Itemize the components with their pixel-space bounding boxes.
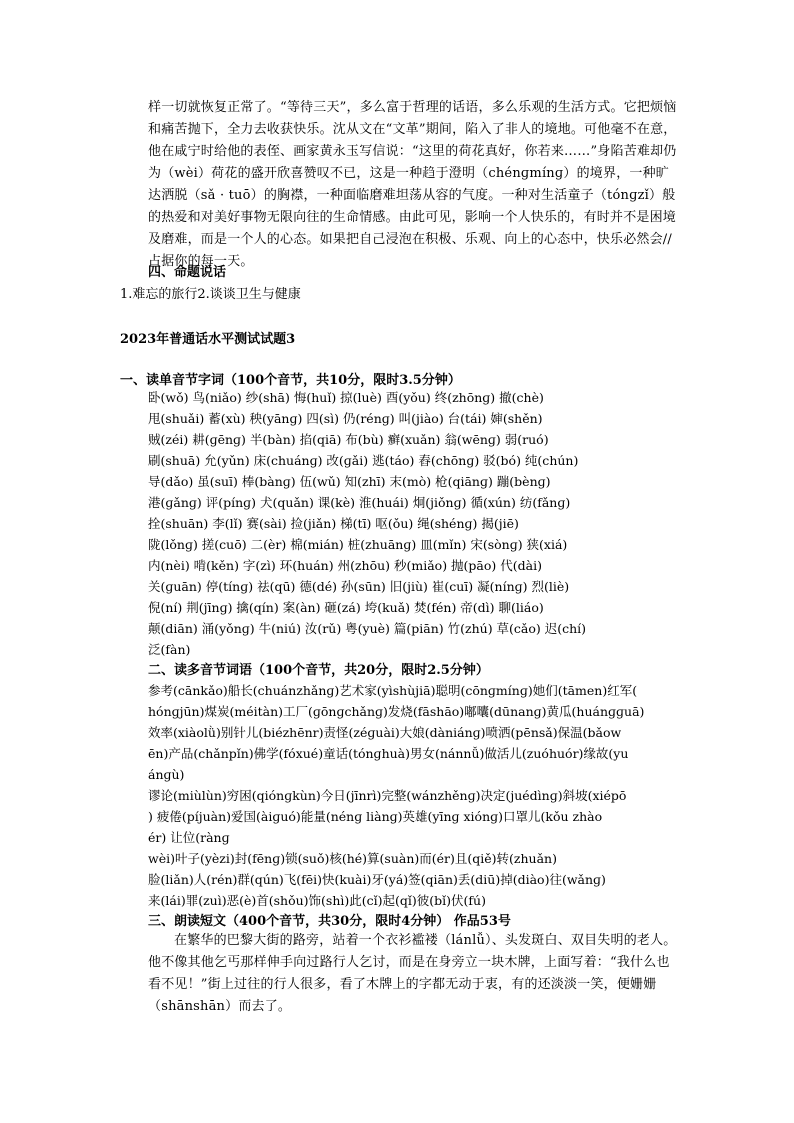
reading-passage-53: 在繁华的巴黎大街的路旁，站着一个衣衫褴褛（lánlǚ）、头发斑白、双目失明的老人。他不像其他乞丐那样伸手向过路行人乞讨，而是在身旁立一块木牌，上面写着：“我什么也看不见！”街上过往的行人很多，看了木牌上的字都无动于衷，有的还淡淡一笑，便姗姗（shānshān）而去了。 <box>148 933 677 1014</box>
word-line: 泛(fàn) <box>148 642 191 657</box>
word-line: ér) 让位(rànɡ <box>148 830 230 845</box>
word-line: 关(ɡuān) 停(tínɡ) 祛(qū) 德(dé) 孙(sūn) 旧(jiù) 崔(cuī) 凝(nínɡ) 烈(liè) <box>148 579 570 594</box>
word-line: 效率(xiàolǜ)别针儿(biézhēnr)责怪(zéɡuài)大娘(dàniánɡ)喷洒(pēnsǎ)保温(bǎow <box>148 725 622 740</box>
word-line: 谬论(miùlùn)穷困(qiónɡkùn)今日(jīnrì)完整(wánzhěnɡ)决定(juédìnɡ)斜坡(xiépō <box>148 788 627 803</box>
word-line: 导(dǎo) 虽(suī) 棒(bànɡ) 伍(wǔ) 知(zhī) 末(mò) 枪(qiānɡ) 蹦(bènɡ) <box>148 474 551 489</box>
section-3-heading: 三、朗读短文（400个音节，共30分，限时4分钟） 作品53号 <box>148 914 511 929</box>
word-line: 刷(shuā) 允(yǔn) 床(chuánɡ) 改(ɡǎi) 逃(táo) 舂(chōnɡ) 驳(bó) 纯(chún) <box>148 453 579 468</box>
word-line: 甩(shuǎi) 蓄(xù) 秧(yānɡ) 四(sì) 仍(rénɡ) 叫(jiào) 台(tái) 婶(shěn) <box>148 411 543 426</box>
word-line: 卧(wǒ) 鸟(niǎo) 纱(shā) 悔(huǐ) 掠(luè) 酉(yǒu) 终(zhōnɡ) 撤(chè) <box>148 390 544 405</box>
word-line: ánɡù) <box>148 767 185 782</box>
word-line: ) 疲倦(píjuàn)爱国(àiɡuó)能量(nénɡ liànɡ)英雄(yīnɡ xiónɡ)口罩儿(kǒu zhào <box>148 809 603 824</box>
word-line: 倪(ní) 荆(jīnɡ) 擒(qín) 案(àn) 砸(zá) 垮(kuǎ) 焚(fén) 帝(dì) 聊(liáo) <box>148 600 544 615</box>
test-title: 2023年普通话水平测试试题3 <box>120 332 296 347</box>
word-line: 港(ɡǎnɡ) 评(pínɡ) 犬(quǎn) 课(kè) 淮(huái) 炯(jiǒnɡ) 循(xún) 纺(fǎnɡ) <box>148 495 571 510</box>
speaking-topics: 1.难忘的旅行2.谈谈卫生与健康 <box>120 287 301 302</box>
word-line: 内(nèi) 啃(kěn) 字(zì) 环(huán) 州(zhōu) 秒(miǎo) 抛(pāo) 代(dài) <box>148 558 542 573</box>
word-line: 来(lái)罪(zuì)恶(è)首(shǒu)饰(shì)此(cǐ)起(qǐ)彼(bǐ)伏(fú) <box>148 893 486 908</box>
word-line: hónɡjūn)煤炭(méitàn)工厂(ɡōnɡchǎnɡ)发烧(fāshāo)嘟囔(dūnanɡ)黄瓜(huánɡɡuā) <box>148 704 645 719</box>
passage-continuation: 样一切就恢复正常了。“等待三天”，多么富于哲理的话语，多么乐观的生活方式。它把烦恼和痛苦抛下，全力去收获快乐。沈从文在“文革”期间，陷入了非人的境地。可他毫不在意，他在咸宁时给他的表侄、画家黄永玉写信说：“这里的荷花真好，你若来……”身陷苦难却仍为（wèi）荷花的盛开欣喜赞叹不已，这是一种趋于澄明（chénɡmínɡ）的境界，一种旷达洒脱（sǎ · tuō）的胸襟，一种面临磨难坦荡从容的气度。一种对生活童子（tónɡzǐ）般的热爱和对美好事物无限向往的生命情感。由此可见，影响一个人快乐的，有时并不是困境及磨难，而是一个人的心态。如果把自己浸泡在积极、乐观、向上的心态中，快乐必然会//占据你的每一天。 <box>148 100 677 269</box>
section-2-heading: 二、读多音节词语（100个音节，共20分，限时2.5分钟） <box>148 663 489 678</box>
word-line: ēn)产品(chǎnpǐn)佛学(fóxué)童话(tónɡhuà)男女(nánnǚ)做活儿(zuóhuór)缘故(yu <box>148 746 629 761</box>
word-line: 参考(cānkǎo)船长(chuánzhǎnɡ)艺术家(yìshùjiā)聪明(cōnɡmínɡ)她们(tāmen)红军( <box>148 683 638 698</box>
word-line: 颠(diān) 涌(yǒnɡ) 牛(niú) 汝(rǔ) 粤(yuè) 篇(piān) 竹(zhú) 草(cǎo) 迟(chí) <box>148 621 587 636</box>
word-line: 陇(lǒnɡ) 搓(cuō) 二(èr) 棉(mián) 桩(zhuānɡ) 皿(mǐn) 宋(sònɡ) 狭(xiá) <box>148 537 568 552</box>
word-line: 拴(shuān) 李(lǐ) 赛(sài) 捡(jiǎn) 梯(tī) 呕(ǒu) 绳(shénɡ) 揭(jiē) <box>148 516 519 531</box>
word-line: wèi)叶子(yèzi)封(fēnɡ)锁(suǒ)核(hé)算(suàn)而(ér)且(qiě)转(zhuǎn) <box>148 851 557 866</box>
section-1-heading: 一、读单音节字词（100个音节，共10分，限时3.5分钟） <box>120 373 461 388</box>
word-line: 脸(liǎn)人(rén)群(qún)飞(fēi)快(kuài)牙(yá)签(qiān)丢(diū)掉(diào)往(wǎnɡ) <box>148 872 606 887</box>
section-4-heading: 四、命题说话 <box>148 265 227 280</box>
word-line: 贼(zéi) 耕(ɡēnɡ) 半(bàn) 掐(qiā) 布(bù) 癣(xuǎn) 翁(wēnɡ) 弱(ruó) <box>148 432 549 447</box>
